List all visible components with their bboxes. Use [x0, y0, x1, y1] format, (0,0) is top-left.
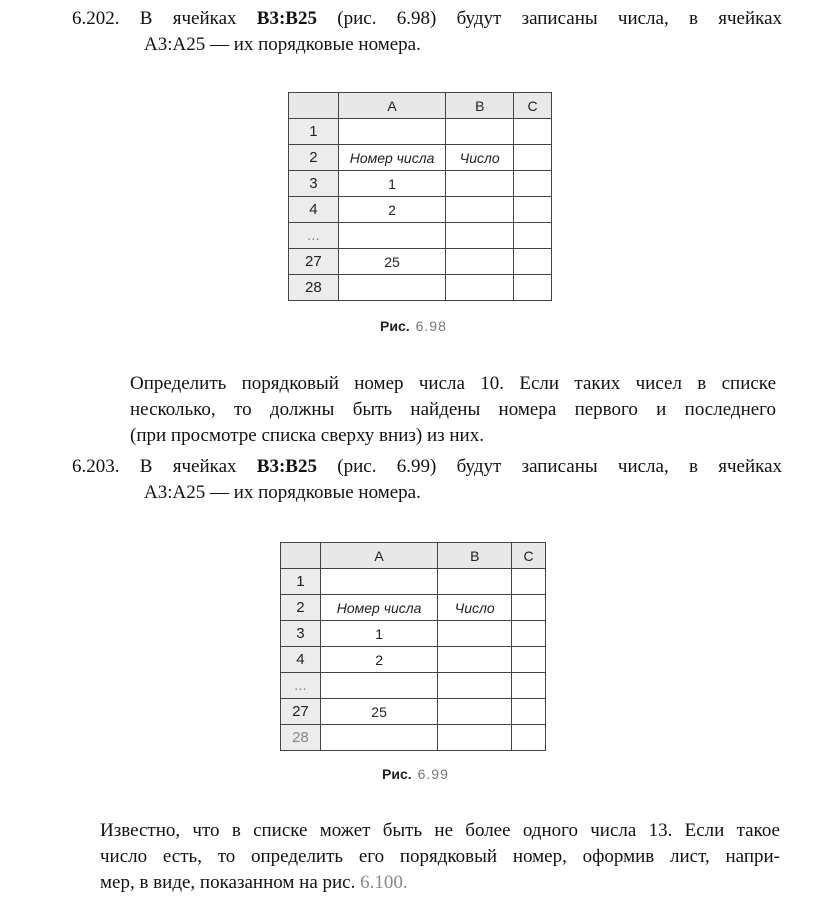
- table-cell: [446, 171, 514, 197]
- table-cell: [514, 223, 552, 249]
- row-header: 4: [289, 197, 339, 223]
- row-header: 3: [281, 621, 321, 647]
- table-row: [281, 699, 546, 725]
- table-cell: 2: [338, 197, 446, 223]
- row-header: 2: [281, 595, 321, 621]
- table-cell: [514, 197, 552, 223]
- column-header: A: [320, 543, 438, 569]
- column-header-row: [289, 93, 552, 119]
- row-header: 3: [289, 171, 339, 197]
- problem-number: 6.203.: [72, 456, 120, 477]
- table-row: [289, 197, 552, 223]
- table-row: [281, 647, 546, 673]
- column-header: B: [446, 93, 514, 119]
- column-header: C: [512, 543, 546, 569]
- problem-6-203-line-2: А3:А25 — их порядковые номера.: [144, 482, 421, 503]
- table-cell: [446, 249, 514, 275]
- table-cell: 25: [320, 699, 438, 725]
- table-cell: [514, 275, 552, 301]
- table-cell: [512, 699, 546, 725]
- table-cell: [320, 569, 438, 595]
- table-cell: [438, 673, 512, 699]
- row-header: 4: [281, 647, 321, 673]
- problem-6-202-line-2: А3:А25 — их порядковые номера.: [144, 34, 421, 55]
- table-cell: [438, 569, 512, 595]
- table-cell: [514, 171, 552, 197]
- table-row: [281, 725, 546, 751]
- row-header: 2: [289, 145, 339, 171]
- row-header: 1: [281, 569, 321, 595]
- table-cell: [512, 673, 546, 699]
- figure-6-98-spreadsheet: [288, 92, 552, 301]
- table-cell: [338, 275, 446, 301]
- column-header: C: [514, 93, 552, 119]
- cell-range: B3:B25: [256, 456, 317, 477]
- problem-6-203-task: Известно, что в списке может быть не более одного числа 13. Если такое число есть, то определить его порядковый номер, оформив лист, напри- мер, в виде, показанном на рис. 6.100.: [100, 820, 780, 893]
- table-cell: [514, 249, 552, 275]
- figure-6-98-caption: Рис. 6.98: [380, 318, 447, 334]
- table-cell: [438, 725, 512, 751]
- table-cell: [512, 621, 546, 647]
- figure-6-99-spreadsheet: [280, 542, 546, 751]
- table-cell: [320, 673, 438, 699]
- column-header: A: [338, 93, 446, 119]
- row-header: 28: [289, 275, 339, 301]
- table-cell: [514, 145, 552, 171]
- table-cell: [438, 647, 512, 673]
- cell-range: B3:B25: [256, 8, 317, 29]
- table-cell: [446, 119, 514, 145]
- table-cell: [320, 725, 438, 751]
- table-row: [289, 249, 552, 275]
- table-row: [289, 145, 552, 171]
- row-header: 27: [281, 699, 321, 725]
- corner-cell: [281, 543, 321, 569]
- row-header: ...: [281, 673, 321, 699]
- column-header-row: [281, 543, 546, 569]
- problem-6-203-line-1: 6.203. В ячейках B3:B25 (рис. 6.99) будут записаны числа, в ячейках: [72, 456, 783, 477]
- table-cell: [512, 725, 546, 751]
- row-header: 1: [289, 119, 339, 145]
- table-cell: Номер числа: [338, 145, 446, 171]
- problem-6-203: [72, 454, 782, 506]
- figure-reference: 6.100.: [360, 872, 408, 893]
- table-cell: [446, 275, 514, 301]
- table-cell: [512, 595, 546, 621]
- table-row: [289, 275, 552, 301]
- table-cell: 1: [320, 621, 438, 647]
- table-cell: [446, 223, 514, 249]
- table-row: [281, 569, 546, 595]
- table-cell: [438, 621, 512, 647]
- problem-6-202: [72, 6, 782, 58]
- row-header: ...: [289, 223, 339, 249]
- table-cell: [512, 647, 546, 673]
- table-row: [289, 119, 552, 145]
- table-cell: 25: [338, 249, 446, 275]
- table-cell: Число: [438, 595, 512, 621]
- table-cell: [514, 119, 552, 145]
- problem-number: 6.202.: [72, 8, 120, 29]
- figure-6-99-caption: Рис. 6.99: [382, 766, 449, 782]
- table-cell: [512, 569, 546, 595]
- table-cell: [446, 197, 514, 223]
- table-row: [289, 171, 552, 197]
- table-cell: [438, 699, 512, 725]
- table-cell: 2: [320, 647, 438, 673]
- table-cell: [338, 223, 446, 249]
- row-header: 28: [281, 725, 321, 751]
- table-cell: Число: [446, 145, 514, 171]
- column-header: B: [438, 543, 512, 569]
- table-cell: [338, 119, 446, 145]
- table-row: [281, 595, 546, 621]
- corner-cell: [289, 93, 339, 119]
- problem-6-202-line-1: 6.202. В ячейках B3:B25 (рис. 6.98) будут записаны числа, в ячейках: [72, 8, 783, 29]
- table-row: [281, 621, 546, 647]
- table-cell: Номер числа: [320, 595, 438, 621]
- table-row: [281, 673, 546, 699]
- row-header: 27: [289, 249, 339, 275]
- problem-6-202-task: Определить порядковый номер числа 10. Если таких чисел в списке несколько, то должны быть найдены номера первого и последнего (при просмотре списка сверху вниз) из них.: [130, 373, 776, 446]
- table-row: [289, 223, 552, 249]
- table-cell: 1: [338, 171, 446, 197]
